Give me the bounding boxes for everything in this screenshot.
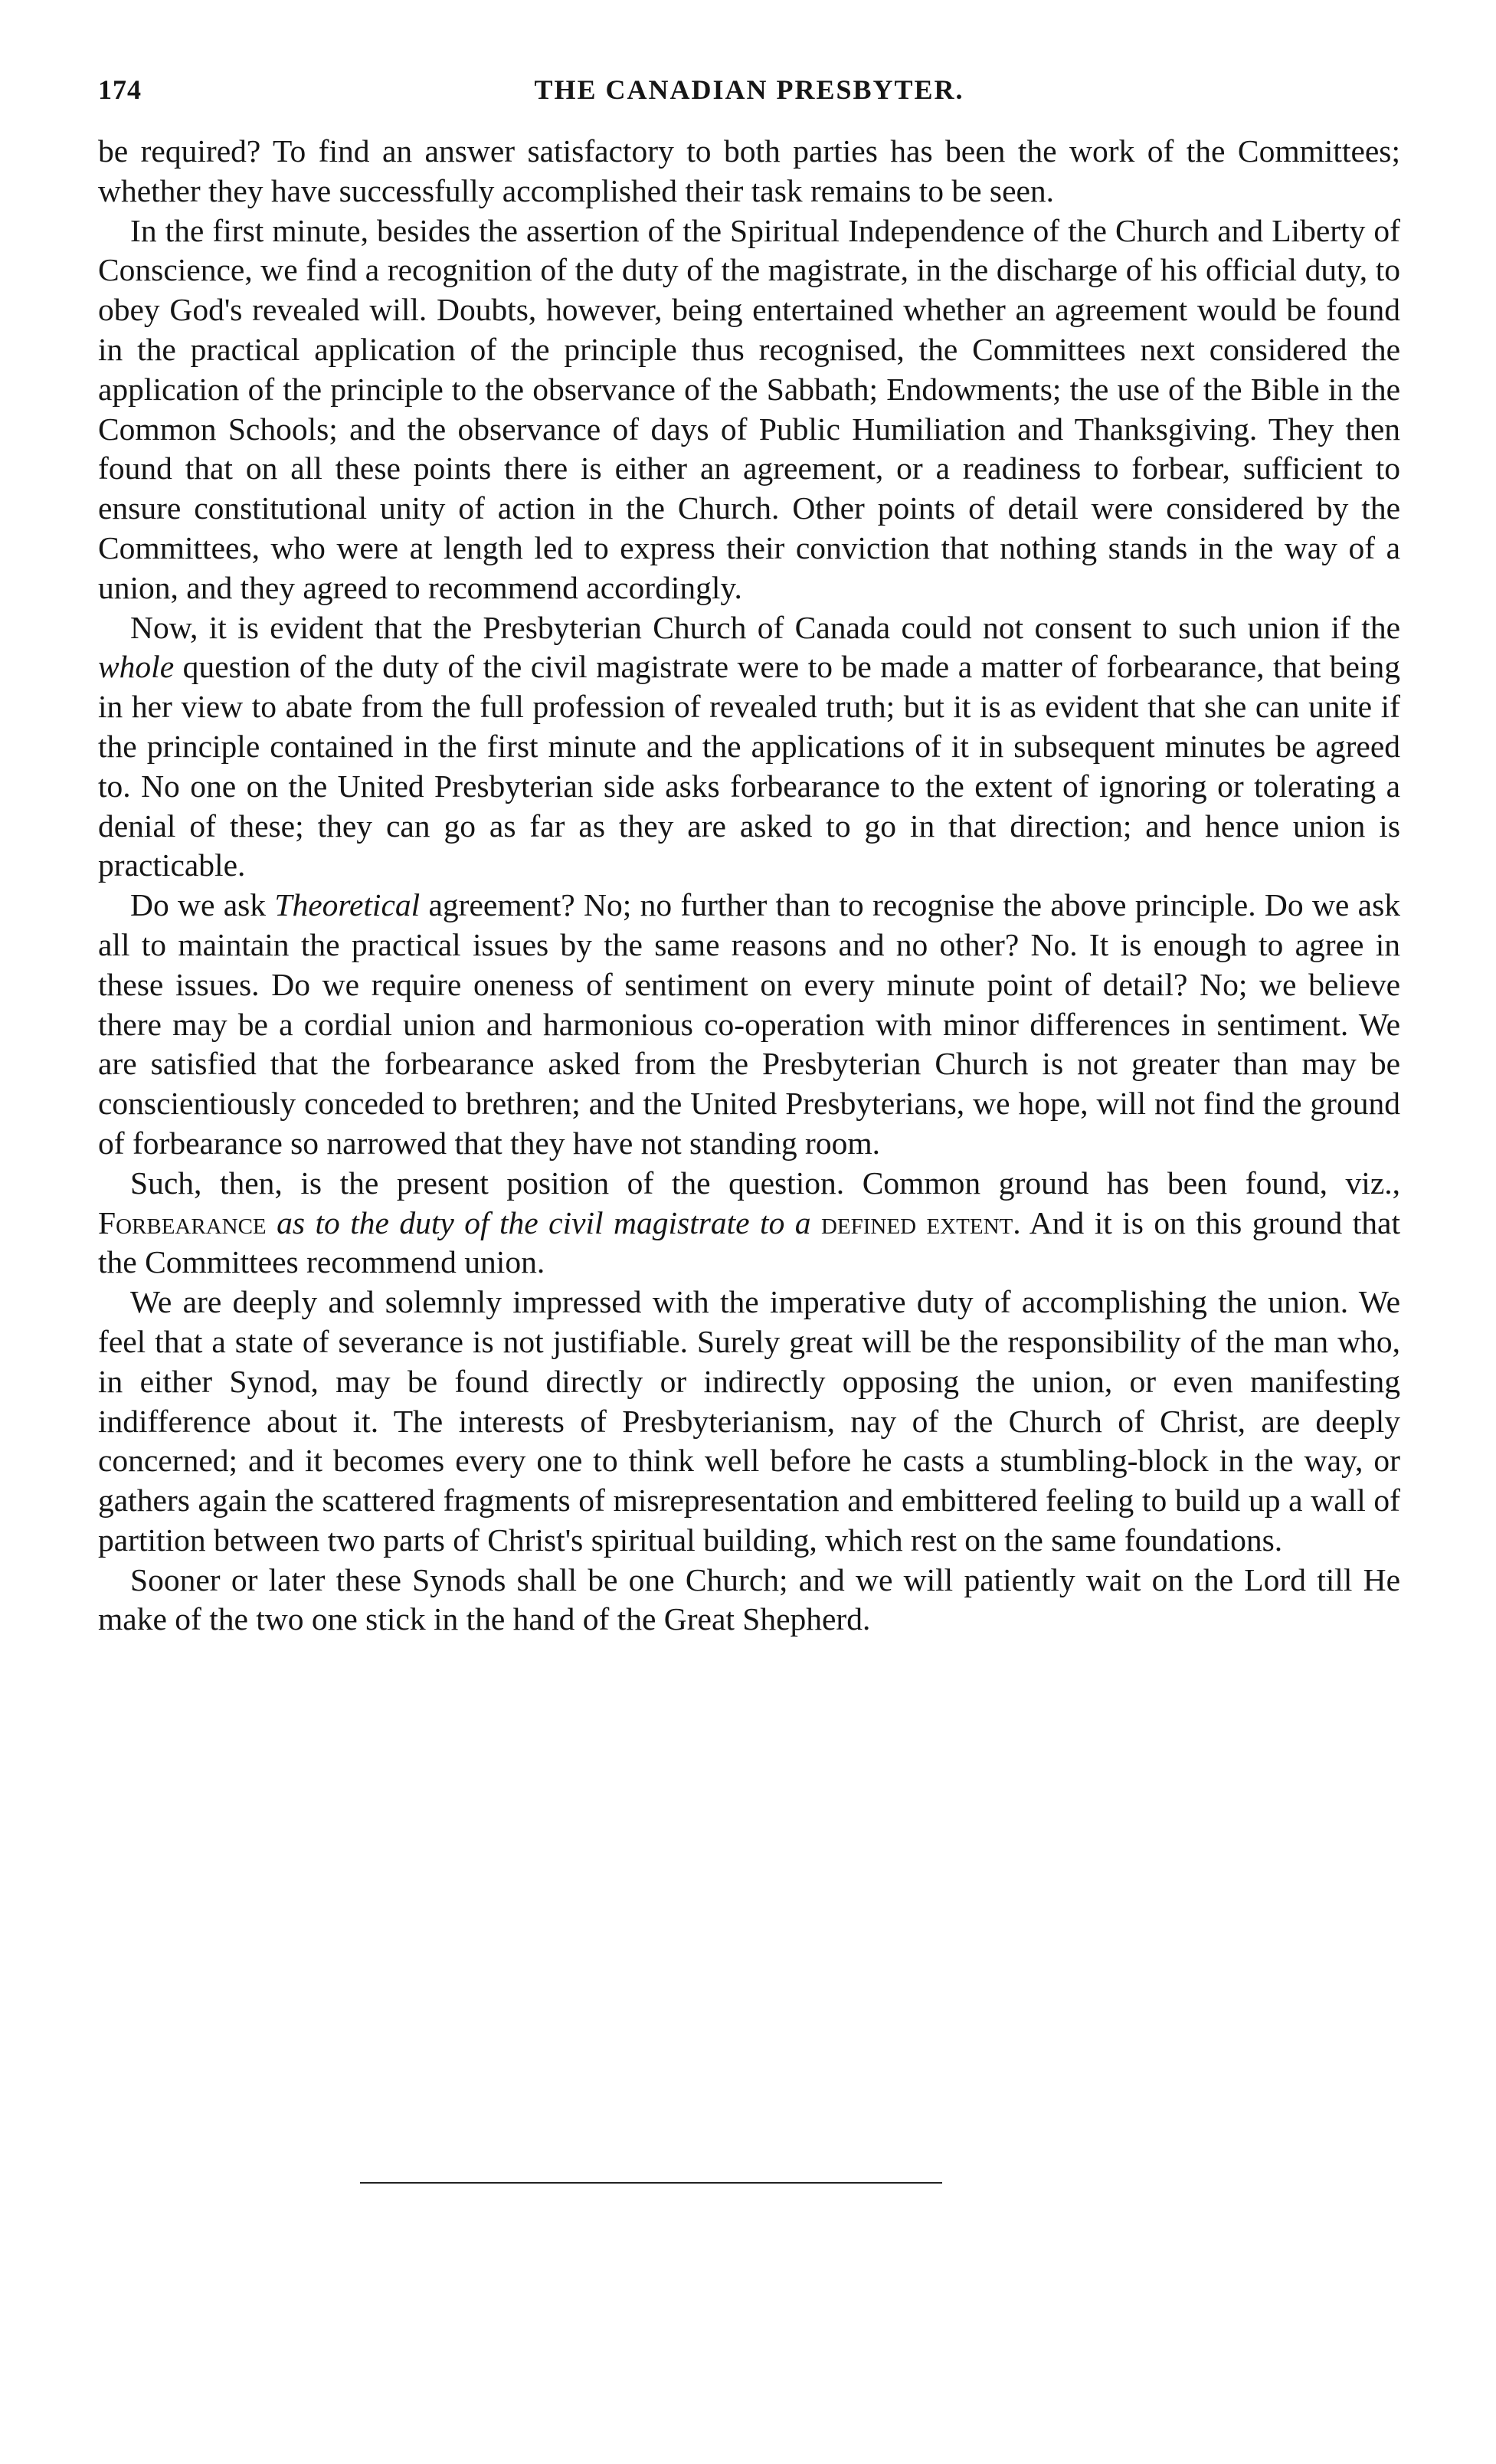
paragraph-4-emphasis: Theoretical [274,887,421,923]
paragraph-5-text-a: Such, then, is the present position of the question. Common ground has been found, viz., [130,1165,1400,1201]
paragraph-4 [98,886,1400,1164]
paragraph-4-text-a: Do we ask [130,887,275,923]
paragraph-4-text-b: agreement? No; no further than to recognise the above principle. Do we ask all to maintain the practical issues by the same reasons and no other? No. It is enough to agree in these issues. Do we require oneness of sentiment on every minute point of detail? No; we believe there may be a cordial union and harmonious co-operation with minor differences in sentiment. We are satisfied that the forbearance asked from the Presbyterian Church is not greater than may be conscientiously conceded to brethren; and the United Presbyterians, we hope, will not find the ground of forbearance so narrowed that they have not standing room. [98,887,1400,1161]
paragraph-5-emphasis: as to the duty of the civil magistrate to a [266,1204,821,1240]
paragraph-2 [98,211,1400,608]
closing-rule [360,2182,942,2184]
paragraph-5-small-caps-a: Forbearance [98,1204,267,1240]
paragraph-1-text: be required? To find an answer satisfactory to both parties has been the work of the Committees; whether they have successfully accomplished their task remains to be seen. [98,133,1400,208]
page [98,64,1400,1640]
paragraph-3 [98,608,1400,886]
paragraph-6 [98,1283,1400,1561]
paragraph-3-emphasis: whole [98,649,175,685]
paragraph-1 [98,132,1400,211]
paragraph-7-text: Sooner or later these Synods shall be one Church; and we will patiently wait on the Lord till He make of the two one stick in the hand of the Great Shepherd. [98,1561,1400,1637]
page-header [98,64,1400,118]
running-title: THE CANADIAN PRESBYTER. [534,74,964,105]
article-body [98,132,1400,1640]
paragraph-5 [98,1164,1400,1283]
paragraph-5-text-b: . And it is on this ground that the Committees recommend union. [98,1204,1400,1280]
paragraph-3-text-b: question of the duty of the civil magistrate were to be made a matter of forbearance, that being in her view to abate from the full profession of revealed truth; but it is as evident that she can unite if the principle contained in the first minute and the applications of it in subsequent minutes be agreed to. No one on the United Presbyterian side asks forbearance to the extent of ignoring or tolerating a denial of these; they can go as far as they are asked to go in that direction; and hence union is practicable. [98,649,1400,883]
paragraph-7 [98,1561,1400,1640]
paragraph-5-small-caps-b: defined extent [820,1204,1013,1240]
page-number: 174 [98,74,142,105]
paragraph-2-text: In the first minute, besides the assertion of the Spiritual Independence of the Church and Liberty of Conscience, we find a recognition of the duty of the magistrate, in the discharge of his official duty, to obey God's revealed will. Doubts, however, being entertained whether an agreement would be found in the practical application of the principle thus recognised, the Committees next considered the application of the principle to the observance of the Sabbath; Endowments; the use of the Bible in the Common Schools; and the observance of days of Public Humiliation and Thanksgiving. They then found that on all these points there is either an agreement, or a readiness to forbear, sufficient to ensure constitutional unity of action in the Church. Other points of detail were considered by the Committees, who were at length led to express their conviction that nothing stands in the way of a union, and they agreed to recommend accordingly. [98,212,1400,605]
paragraph-3-text-a: Now, it is evident that the Presbyterian Church of Canada could not consent to such union if the [130,609,1400,645]
paragraph-6-text: We are deeply and solemnly impressed with the imperative duty of accomplishing the union. We feel that a state of severance is not justifiable. Surely great will be the responsibility of the man who, in either Synod, may be found directly or indirectly opposing the union, or even manifesting indifference about it. The interests of Presbyterianism, nay of the Church of Christ, are deeply concerned; and it becomes every one to think well before he casts a stumbling-block in the way, or gathers again the scattered fragments of misrepresentation and embittered feeling to build up a wall of partition between two parts of Christ's spiritual building, which rest on the same foundations. [98,1284,1400,1558]
